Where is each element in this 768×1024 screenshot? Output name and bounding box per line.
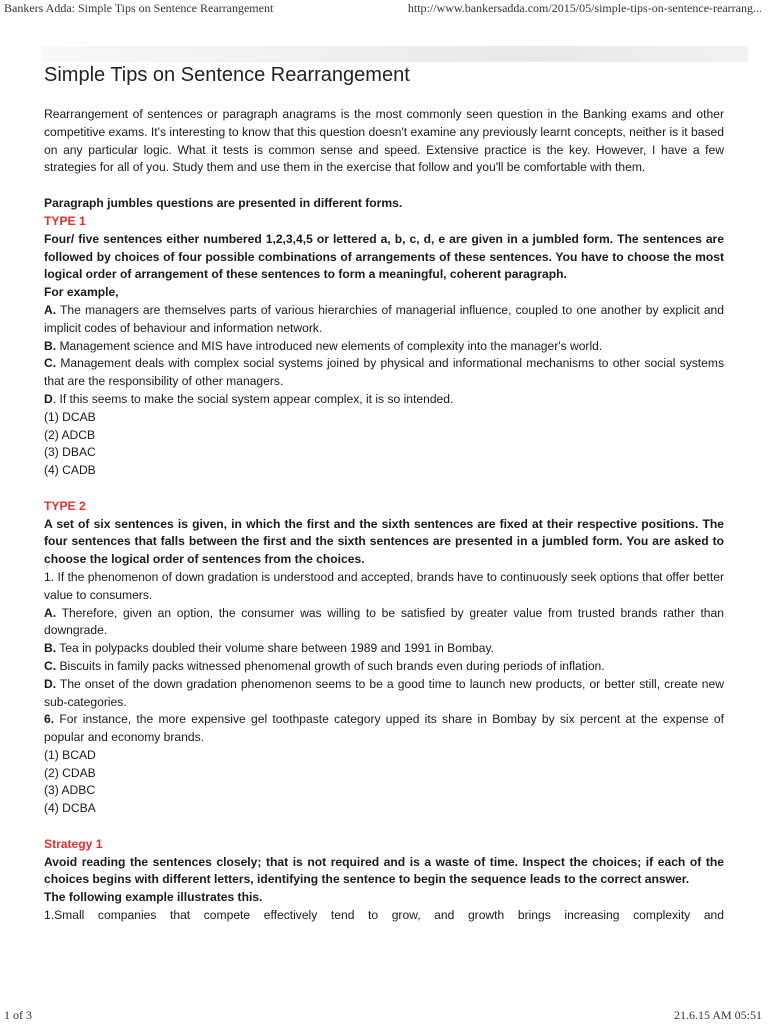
type1-option: (1) DCAB (44, 409, 96, 424)
intro-paragraph: Rearrangement of sentences or paragraph anagrams is the most commonly seen question in the Banking exams and other competitive exams. It's interesting to know that this question doesn't examine any previously learnt concepts, neither is it based on any particular logic. What it tests is common sense and speed. Extensive practice is the key. However, I have a few strategies for all of you. Study them and use them in the exercise that follow and you'll be comfortable with them. (44, 107, 724, 175)
type2-label: TYPE 2 (44, 498, 86, 513)
type2-sentence-d: D. The onset of the down gradation phenomenon seems to be a good time to launch new products, or better still, create new sub-categories. (44, 676, 724, 709)
type2-sentence-b: B. Tea in polypacks doubled their volume share between 1989 and 1991 in Bombay. (44, 641, 495, 656)
title-bar-background (42, 46, 748, 62)
forms-heading: Paragraph jumbles questions are presented in different forms. (44, 196, 403, 211)
strategy1-example-line: 1.Small companies that compete effectively tend to grow, and growth brings increasing complexity and (44, 908, 724, 923)
type1-sentence-c: C. Management deals with complex social systems joined by physical and informational mechanisms to other social systems that are the responsibility of other managers. (44, 356, 724, 389)
type2-option: (1) BCAD (44, 747, 96, 762)
header-url: http://www.bankersadda.com/2015/05/simple-tips-on-sentence-rearrang... (407, 1, 762, 15)
type1-label: TYPE 1 (44, 213, 86, 228)
example-label: For example, (44, 285, 119, 300)
print-timestamp: 21.6.15 AM 05:51 (673, 1008, 762, 1022)
type2-option: (4) DCBA (44, 801, 96, 816)
type2-first-sentence: 1. If the phenomenon of down gradation is understood and accepted, brands have to continuously seek options that offer better value to consumers. (44, 569, 724, 602)
print-footer (0, 1006, 768, 1024)
type1-sentence-d: D. If this seems to make the social system appear complex, it is so intended. (44, 391, 454, 406)
type2-sentence-c: C. Biscuits in family packs witnessed phenomenal growth of such brands even during periods of inflation. (44, 658, 605, 673)
print-header (0, 0, 768, 18)
type1-sentence-b: B. Management science and MIS have introduced new elements of complexity into the manager's world. (44, 338, 603, 353)
type2-option: (2) CDAB (44, 765, 96, 780)
type2-option: (3) ADBC (44, 783, 96, 798)
page-counter: 1 of 3 (4, 1008, 32, 1022)
type1-option: (2) ADCB (44, 427, 96, 442)
type1-option: (4) CADB (44, 463, 96, 478)
type1-option: (3) DBAC (44, 445, 96, 460)
type2-sentence-6: 6. For instance, the more expensive gel toothpaste category upped its share in Bombay by six percent at the expense of popular and economy brands. (44, 712, 724, 745)
header-page-title: Bankers Adda: Simple Tips on Sentence Rearrangement (4, 1, 274, 15)
type1-sentence-a: A. The managers are themselves parts of various hierarchies of managerial influence, coupled to one another by explicit and implicit codes of behaviour and information network. (44, 302, 724, 335)
type2-description: A set of six sentences is given, in which the first and the sixth sentences are fixed at their respective positions. The four sentences that falls between the first and the sixth sentences are presented in a jumbled form. You are asked to choose the logical order of sentences from the choices. (44, 516, 724, 567)
article-content (44, 62, 724, 925)
article-title: Simple Tips on Sentence Rearrangement (44, 64, 410, 86)
type1-description: Four/ five sentences either numbered 1,2,3,4,5 or lettered a, b, c, d, e are given in a jumbled form. The sentences are followed by choices of four possible combinations of arrangements of these sentences. You have to choose the most logical order of arrangement of these sentences to form a meaningful, coherent paragraph. (44, 231, 724, 282)
strategy1-example-intro: The following example illustrates this. (44, 890, 263, 905)
type2-sentence-a: A. Therefore, given an option, the consumer was willing to be satisfied by greater value from trusted brands rather than downgrade. (44, 605, 724, 638)
strategy1-text: Avoid reading the sentences closely; that is not required and is a waste of time. Inspect the choices; if each of the choices begins with different letters, identifying the sentence to begin the sequence leads to the correct answer. (44, 854, 724, 887)
strategy1-label: Strategy 1 (44, 836, 103, 851)
